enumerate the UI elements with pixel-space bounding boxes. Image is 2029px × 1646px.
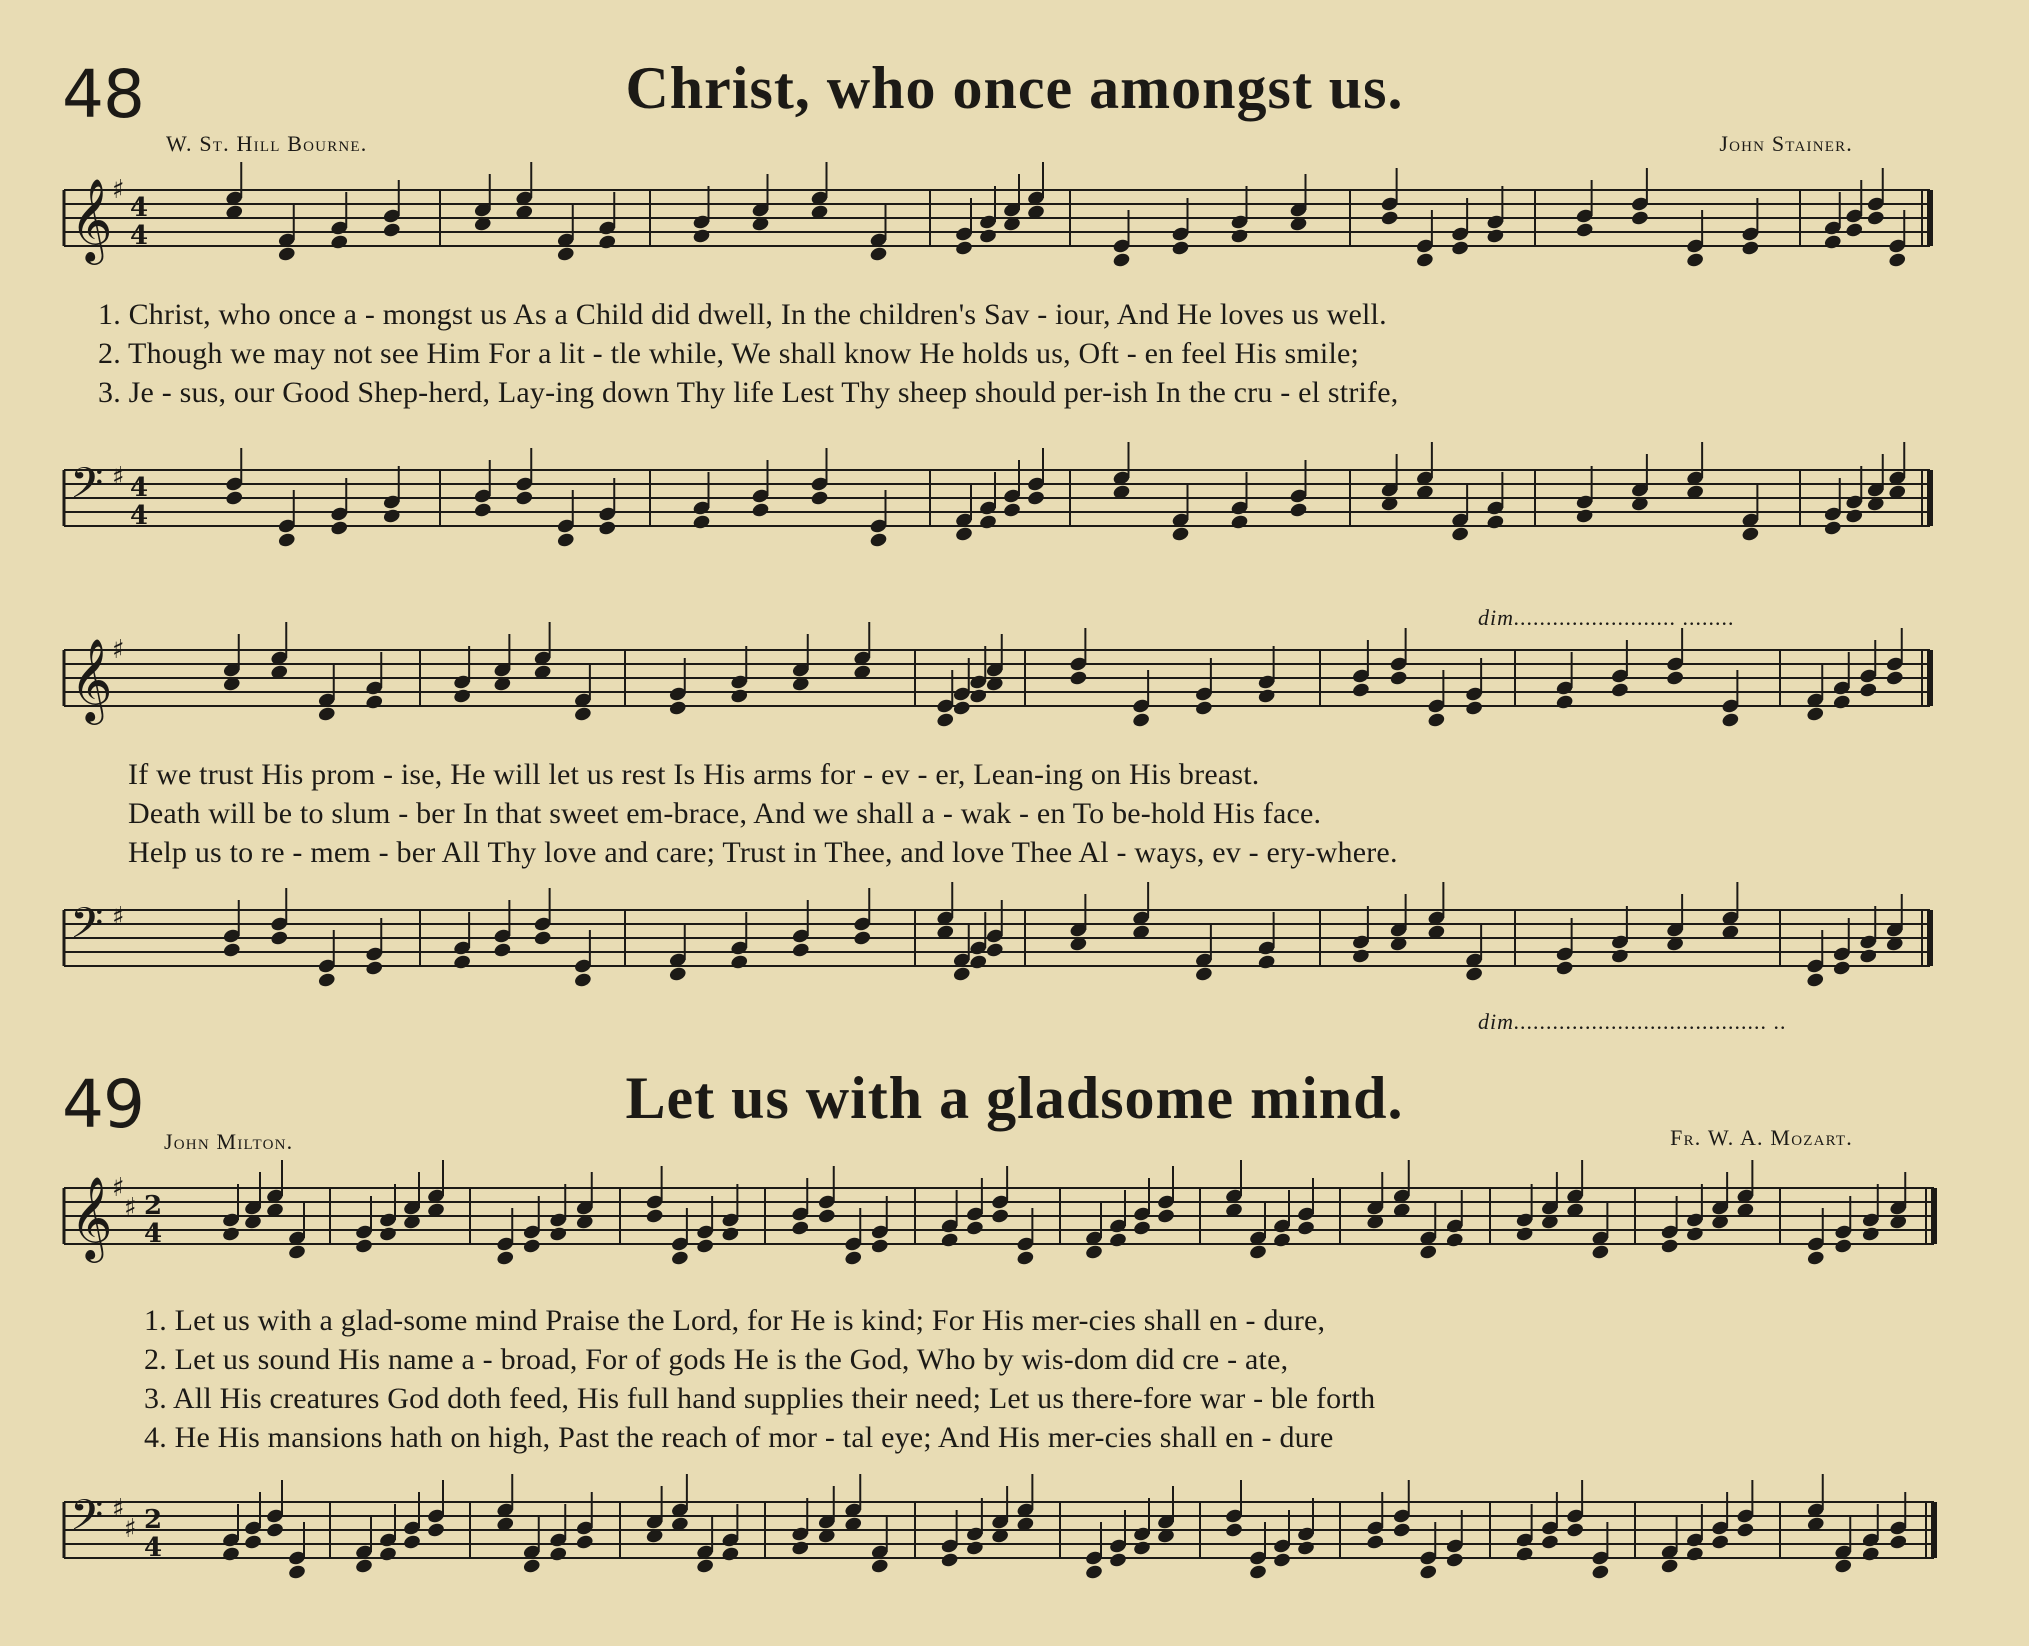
notehead <box>1861 1546 1880 1563</box>
treble-staff <box>0 620 2029 770</box>
notehead <box>426 1522 445 1539</box>
time-signature-numerator: 4 <box>130 193 149 223</box>
notehead <box>533 930 552 947</box>
notehead <box>222 942 241 959</box>
notehead <box>1660 1558 1679 1575</box>
notehead <box>1351 948 1370 965</box>
notehead <box>1069 670 1088 687</box>
notehead <box>810 490 829 507</box>
sharp-icon: ♯ <box>112 175 125 205</box>
notehead <box>940 1552 959 1569</box>
notehead <box>598 234 617 251</box>
words-attribution: W. St. Hill Bourne. <box>166 131 368 156</box>
notehead <box>1610 948 1629 965</box>
music-attribution: John Stainer. <box>1719 131 1853 156</box>
notehead <box>354 1558 373 1575</box>
time-signature-denominator: 4 <box>144 1533 163 1563</box>
notehead <box>1515 1546 1534 1563</box>
notehead <box>692 228 711 245</box>
treble-clef-icon: 𝄞 <box>70 1175 113 1259</box>
notehead <box>549 1226 568 1243</box>
notehead <box>382 222 401 239</box>
notehead <box>1451 526 1470 543</box>
notehead <box>1806 706 1825 723</box>
notehead <box>1823 234 1842 251</box>
notehead <box>1515 1226 1534 1243</box>
notehead <box>270 930 289 947</box>
hymn-number: 48 <box>62 56 144 133</box>
notehead <box>1832 694 1851 711</box>
notehead <box>844 1250 863 1267</box>
sharp-icon: ♯ <box>112 462 125 492</box>
notehead <box>1084 1564 1103 1581</box>
notehead <box>1296 1540 1315 1557</box>
treble-clef-icon: 𝄞 <box>70 177 113 261</box>
notehead <box>556 532 575 549</box>
dynamic-marking: dim......................... ........ <box>1478 605 1735 630</box>
lyric-line: If we trust His prom - ise, He will let us rest Is His arms for - ev - er, Lean-ing on His breast. <box>128 758 1260 791</box>
notehead <box>1575 508 1594 525</box>
notehead <box>573 972 592 989</box>
notehead <box>1171 240 1190 257</box>
notehead <box>522 1238 541 1255</box>
notehead <box>1465 966 1484 983</box>
notehead <box>1540 1534 1559 1551</box>
notehead <box>1289 502 1308 519</box>
notehead <box>1171 526 1190 543</box>
notehead <box>1451 240 1470 257</box>
notehead <box>1257 954 1276 971</box>
notehead <box>791 1220 810 1237</box>
notehead <box>1419 1564 1438 1581</box>
notehead <box>730 688 749 705</box>
notehead <box>1555 694 1574 711</box>
time-signature-numerator: 2 <box>144 1191 163 1221</box>
notehead <box>265 1522 284 1539</box>
bass-staff <box>0 440 2029 590</box>
notehead <box>645 1208 664 1225</box>
notehead <box>1861 1226 1880 1243</box>
notehead <box>598 520 617 537</box>
notehead <box>317 972 336 989</box>
notehead <box>1419 1244 1438 1261</box>
notehead <box>1427 712 1446 729</box>
notehead <box>969 954 988 971</box>
notehead <box>1711 1534 1730 1551</box>
notehead <box>1392 1522 1411 1539</box>
time-signature-denominator: 4 <box>130 221 149 251</box>
treble-staff <box>0 160 2029 310</box>
notehead <box>696 1558 715 1575</box>
notehead <box>287 1564 306 1581</box>
notehead <box>1132 712 1151 729</box>
notehead <box>1132 1220 1151 1237</box>
notehead <box>330 234 349 251</box>
treble-clef-icon: 𝄞 <box>70 637 113 721</box>
notehead <box>1591 1564 1610 1581</box>
notehead <box>549 1546 568 1563</box>
lyric-line: 1. Let us with a glad-some mind Praise the Lord, for He is kind; For His mer-cies shall en - dure, <box>144 1304 1326 1337</box>
notehead <box>991 1208 1010 1225</box>
sharp-icon: ♯ <box>124 1193 137 1223</box>
notehead <box>1366 1534 1385 1551</box>
notehead <box>402 1534 421 1551</box>
notehead <box>692 514 711 531</box>
notehead <box>493 942 512 959</box>
notehead <box>978 514 997 531</box>
notehead <box>870 1238 889 1255</box>
notehead <box>791 1540 810 1557</box>
notehead <box>330 520 349 537</box>
notehead <box>221 1226 240 1243</box>
notehead <box>721 1546 740 1563</box>
dynamic-marking: dim....................................... .. <box>1478 1009 1787 1034</box>
notehead <box>954 240 973 257</box>
notehead <box>1486 514 1505 531</box>
notehead <box>1257 688 1276 705</box>
notehead <box>1351 682 1370 699</box>
hymn-number: 49 <box>62 1066 144 1143</box>
lyric-line: 4. He His mansions hath on high, Past the reach of mor - tal eye; And His mer-cies shall en - dure <box>144 1421 1334 1454</box>
notehead <box>1445 1552 1464 1569</box>
notehead <box>365 960 384 977</box>
lyric-line: 2. Though we may not see Him For a lit - tle while, We shall know He holds us, Oft - en feel His smile; <box>98 337 1360 370</box>
notehead <box>1721 712 1740 729</box>
notehead <box>1686 252 1705 269</box>
notehead <box>1230 514 1249 531</box>
notehead <box>1885 670 1904 687</box>
lyric-line: 3. Je - sus, our Good Shep-herd, Lay-ing down Thy life Lest Thy sheep should per-ish In the cru - el strife, <box>98 376 1399 409</box>
bass-clef-icon: 𝄢 <box>70 459 104 519</box>
notehead <box>287 1244 306 1261</box>
notehead <box>1084 1244 1103 1261</box>
treble-staff <box>0 1158 2029 1308</box>
notehead <box>696 1238 715 1255</box>
notehead <box>668 966 687 983</box>
notehead <box>1389 670 1408 687</box>
notehead <box>496 1250 515 1267</box>
notehead <box>954 526 973 543</box>
notehead <box>1845 222 1864 239</box>
notehead <box>817 1208 836 1225</box>
bass-clef-icon: 𝄢 <box>70 899 104 959</box>
notehead <box>1465 700 1484 717</box>
notehead <box>952 966 971 983</box>
notehead <box>1736 1522 1755 1539</box>
notehead <box>1555 960 1574 977</box>
notehead <box>791 942 810 959</box>
notehead <box>870 1558 889 1575</box>
time-signature-numerator: 4 <box>130 473 149 503</box>
notehead <box>1156 1208 1175 1225</box>
notehead <box>1834 1238 1853 1255</box>
notehead <box>1866 210 1885 227</box>
time-signature-numerator: 2 <box>144 1505 163 1535</box>
notehead <box>317 706 336 723</box>
notehead <box>853 930 872 947</box>
lyric-line: 1. Christ, who once a - mongst us As a Child did dwell, In the children's Sav - iour, And He loves us well. <box>98 298 1387 331</box>
notehead <box>1859 682 1878 699</box>
notehead <box>1132 1540 1151 1557</box>
notehead <box>277 532 296 549</box>
notehead <box>1823 520 1842 537</box>
notehead <box>1486 228 1505 245</box>
notehead <box>1194 966 1213 983</box>
notehead <box>1445 1232 1464 1249</box>
lyric-line: Death will be to slum - ber In that sweet em-brace, And we shall a - wak - en To be-hold His face. <box>128 797 1322 830</box>
notehead <box>1741 526 1760 543</box>
notehead <box>1660 1238 1679 1255</box>
notehead <box>1889 1534 1908 1551</box>
notehead <box>1248 1244 1267 1261</box>
notehead <box>1741 240 1760 257</box>
notehead <box>670 1250 689 1267</box>
notehead <box>721 1226 740 1243</box>
notehead <box>1666 670 1685 687</box>
notehead <box>1630 210 1649 227</box>
notehead <box>1108 1552 1127 1569</box>
notehead <box>1832 960 1851 977</box>
bass-clef-icon: 𝄢 <box>70 1491 104 1551</box>
notehead <box>453 954 472 971</box>
notehead <box>365 694 384 711</box>
notehead <box>1806 972 1825 989</box>
bass-staff <box>0 880 2029 1030</box>
notehead <box>1859 948 1878 965</box>
notehead <box>985 942 1004 959</box>
sharp-icon: ♯ <box>112 902 125 932</box>
notehead <box>1845 508 1864 525</box>
notehead <box>1296 1220 1315 1237</box>
notehead <box>1685 1546 1704 1563</box>
notehead <box>1002 502 1021 519</box>
notehead <box>243 1534 262 1551</box>
bass-staff <box>0 1472 2029 1622</box>
notehead <box>869 246 888 263</box>
notehead <box>1272 1232 1291 1249</box>
notehead <box>1575 222 1594 239</box>
notehead <box>1685 1226 1704 1243</box>
notehead <box>1834 1558 1853 1575</box>
notehead <box>1224 1522 1243 1539</box>
notehead <box>668 700 687 717</box>
notehead <box>1026 490 1045 507</box>
notehead <box>1112 252 1131 269</box>
notehead <box>869 532 888 549</box>
music-attribution: Fr. W. A. Mozart. <box>1670 1125 1853 1150</box>
notehead <box>354 1238 373 1255</box>
notehead <box>575 1534 594 1551</box>
notehead <box>1888 252 1907 269</box>
notehead <box>473 502 492 519</box>
notehead <box>221 1546 240 1563</box>
notehead <box>378 1226 397 1243</box>
notehead <box>1566 1522 1585 1539</box>
notehead <box>453 688 472 705</box>
time-signature-denominator: 4 <box>144 1219 163 1249</box>
notehead <box>730 954 749 971</box>
notehead <box>952 700 971 717</box>
words-attribution: John Milton. <box>164 1129 294 1154</box>
notehead <box>1230 228 1249 245</box>
notehead <box>515 490 534 507</box>
notehead <box>1108 1232 1127 1249</box>
sharp-icon: ♯ <box>112 1494 125 1524</box>
notehead <box>1194 700 1213 717</box>
notehead <box>1806 1250 1825 1267</box>
notehead <box>1591 1244 1610 1261</box>
notehead <box>378 1546 397 1563</box>
notehead <box>936 712 955 729</box>
notehead <box>1380 210 1399 227</box>
notehead <box>969 688 988 705</box>
notehead <box>1272 1552 1291 1569</box>
notehead <box>940 1232 959 1249</box>
notehead <box>382 508 401 525</box>
lyric-line: Help us to re - mem - ber All Thy love and care; Trust in Thee, and love Thee Al - ways, ev - ery-where. <box>128 836 1398 869</box>
notehead <box>1415 252 1434 269</box>
notehead <box>978 228 997 245</box>
notehead <box>751 502 770 519</box>
notehead <box>573 706 592 723</box>
notehead <box>277 246 296 263</box>
hymn-title: Christ, who once amongst us. <box>625 55 1404 121</box>
time-signature-denominator: 4 <box>130 501 149 531</box>
notehead <box>556 246 575 263</box>
notehead <box>965 1220 984 1237</box>
lyric-line: 3. All His creatures God doth feed, His full hand supplies their need; Let us there-fore war - ble forth <box>144 1382 1376 1415</box>
notehead <box>1248 1564 1267 1581</box>
hymn-title: Let us with a gladsome mind. <box>625 1065 1404 1131</box>
notehead <box>225 490 244 507</box>
notehead <box>522 1558 541 1575</box>
notehead <box>1016 1250 1035 1267</box>
sharp-icon: ♯ <box>112 1173 125 1203</box>
lyric-line: 2. Let us sound His name a - broad, For of gods He is the God, Who by wis-dom did cre - ate, <box>144 1343 1289 1376</box>
sharp-icon: ♯ <box>112 635 125 665</box>
notehead <box>1610 682 1629 699</box>
sharp-icon: ♯ <box>124 1514 137 1544</box>
notehead <box>965 1540 984 1557</box>
